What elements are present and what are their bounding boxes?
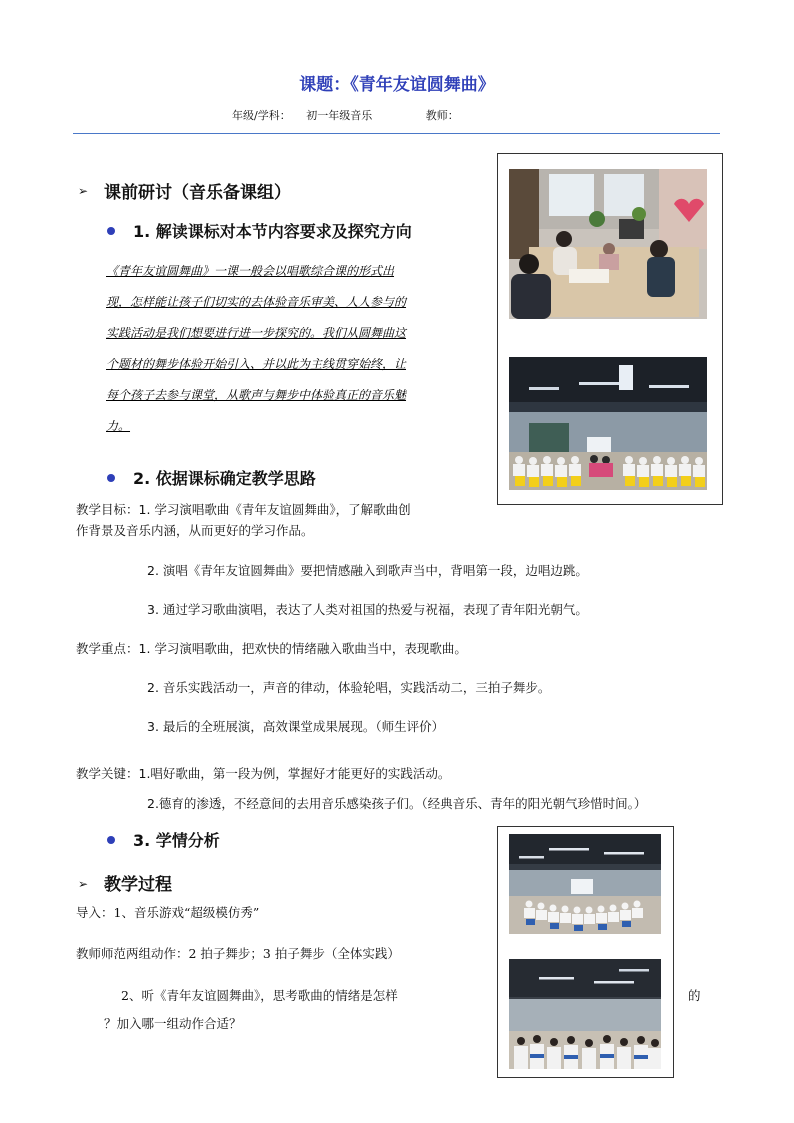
teaching-crux-2: 2.德育的渗透，不经意间的去用音乐感染孩子们。（经典音乐、青年的阳光朝气珍惜时间。） xyxy=(147,796,647,811)
teaching-goal-3: 3. 通过学习歌曲演唱，表达了人类对祖国的热爱与祝福，表现了青年阳光朝气。 xyxy=(147,602,588,617)
section-heading-process: 教学过程 xyxy=(104,875,172,895)
teacher-meeting-photo xyxy=(509,169,707,319)
classroom-photo-3 xyxy=(509,959,661,1069)
question-line-2: ？加入哪一组动作合适？ xyxy=(104,1016,242,1031)
classroom-photo-2 xyxy=(509,834,661,934)
teacher-label: 教师： xyxy=(425,109,459,122)
subheading-teaching-approach: 2. 依据课标确定教学思路 xyxy=(133,469,316,488)
question-part-1: 2、听《青年友谊圆舞曲》，思考歌曲的情绪是怎样 xyxy=(121,988,398,1003)
teaching-goal-2: 2. 演唱《青年友谊圆舞曲》要把情感融入到歌声当中，背唱第一段，边唱边跳。 xyxy=(147,563,588,578)
teacher-demo: 教师师范两组动作：2 拍子舞步；3 拍子舞步（全体实践） xyxy=(76,946,400,961)
paragraph-line: 实践活动是我们想要进行进一步探究的。我们从圆舞曲这 xyxy=(106,326,407,340)
bullet-dot-icon xyxy=(107,227,115,235)
subheading-learner-analysis: 3. 学情分析 xyxy=(133,831,220,850)
paragraph-line: 《青年友谊圆舞曲》一课一般会以唱歌综合课的形式出 xyxy=(106,264,395,278)
arrow-bullet-icon: ➢ xyxy=(78,184,89,198)
subheading-curriculum: 1. 解读课标对本节内容要求及探究方向 xyxy=(133,222,412,241)
page-title: 课题：《青年友谊圆舞曲》 xyxy=(299,75,495,95)
paragraph-line: 每个孩子去参与课堂，从歌声与舞步中体验真正的音乐魅 xyxy=(106,388,407,402)
header-divider xyxy=(73,133,720,134)
arrow-bullet-icon: ➢ xyxy=(78,877,89,891)
curriculum-paragraph xyxy=(106,256,474,442)
teaching-key-1: 教学重点：1. 学习演唱歌曲，把欢快的情绪融入歌曲当中，表现歌曲。 xyxy=(76,641,467,656)
question-part-2: 的 xyxy=(688,988,701,1003)
paragraph-line: 现，怎样能让孩子们切实的去体验音乐审美、人人参与的 xyxy=(106,295,407,309)
classroom-photo-1 xyxy=(509,357,707,490)
photo-frame-bottom xyxy=(497,826,674,1078)
teaching-key-2: 2. 音乐实践活动一，声音的律动，体验轮唱，实践活动二，三拍子舞步。 xyxy=(147,680,551,695)
bullet-dot-icon xyxy=(107,836,115,844)
bullet-dot-icon xyxy=(107,474,115,482)
photo-frame-top xyxy=(497,153,723,505)
paragraph-line: 力。 xyxy=(106,419,131,433)
teaching-goal-line-1: 教学目标：1. 学习演唱歌曲《青年友谊圆舞曲》，了解歌曲创 xyxy=(76,502,411,517)
grade-value: 初一年级音乐 xyxy=(306,109,373,122)
intro-activity: 导入：1、音乐游戏“超级模仿秀” xyxy=(76,905,260,920)
grade-subject-line xyxy=(232,107,465,123)
teaching-crux-1: 教学关键：1.唱好歌曲，第一段为例，掌握好才能更好的实践活动。 xyxy=(76,766,451,781)
section-heading-preparation: 课前研讨（音乐备课组） xyxy=(104,183,291,203)
paragraph-line: 个题材的舞步体验开始引入、并以此为主线贯穿始终，让 xyxy=(106,357,407,371)
teaching-goal-line-2: 作背景及音乐内涵，从而更好的学习作品。 xyxy=(76,523,314,538)
grade-label: 年级/学科： xyxy=(232,109,291,122)
teaching-key-3: 3. 最后的全班展演，高效课堂成果展现。（师生评价） xyxy=(147,719,445,734)
